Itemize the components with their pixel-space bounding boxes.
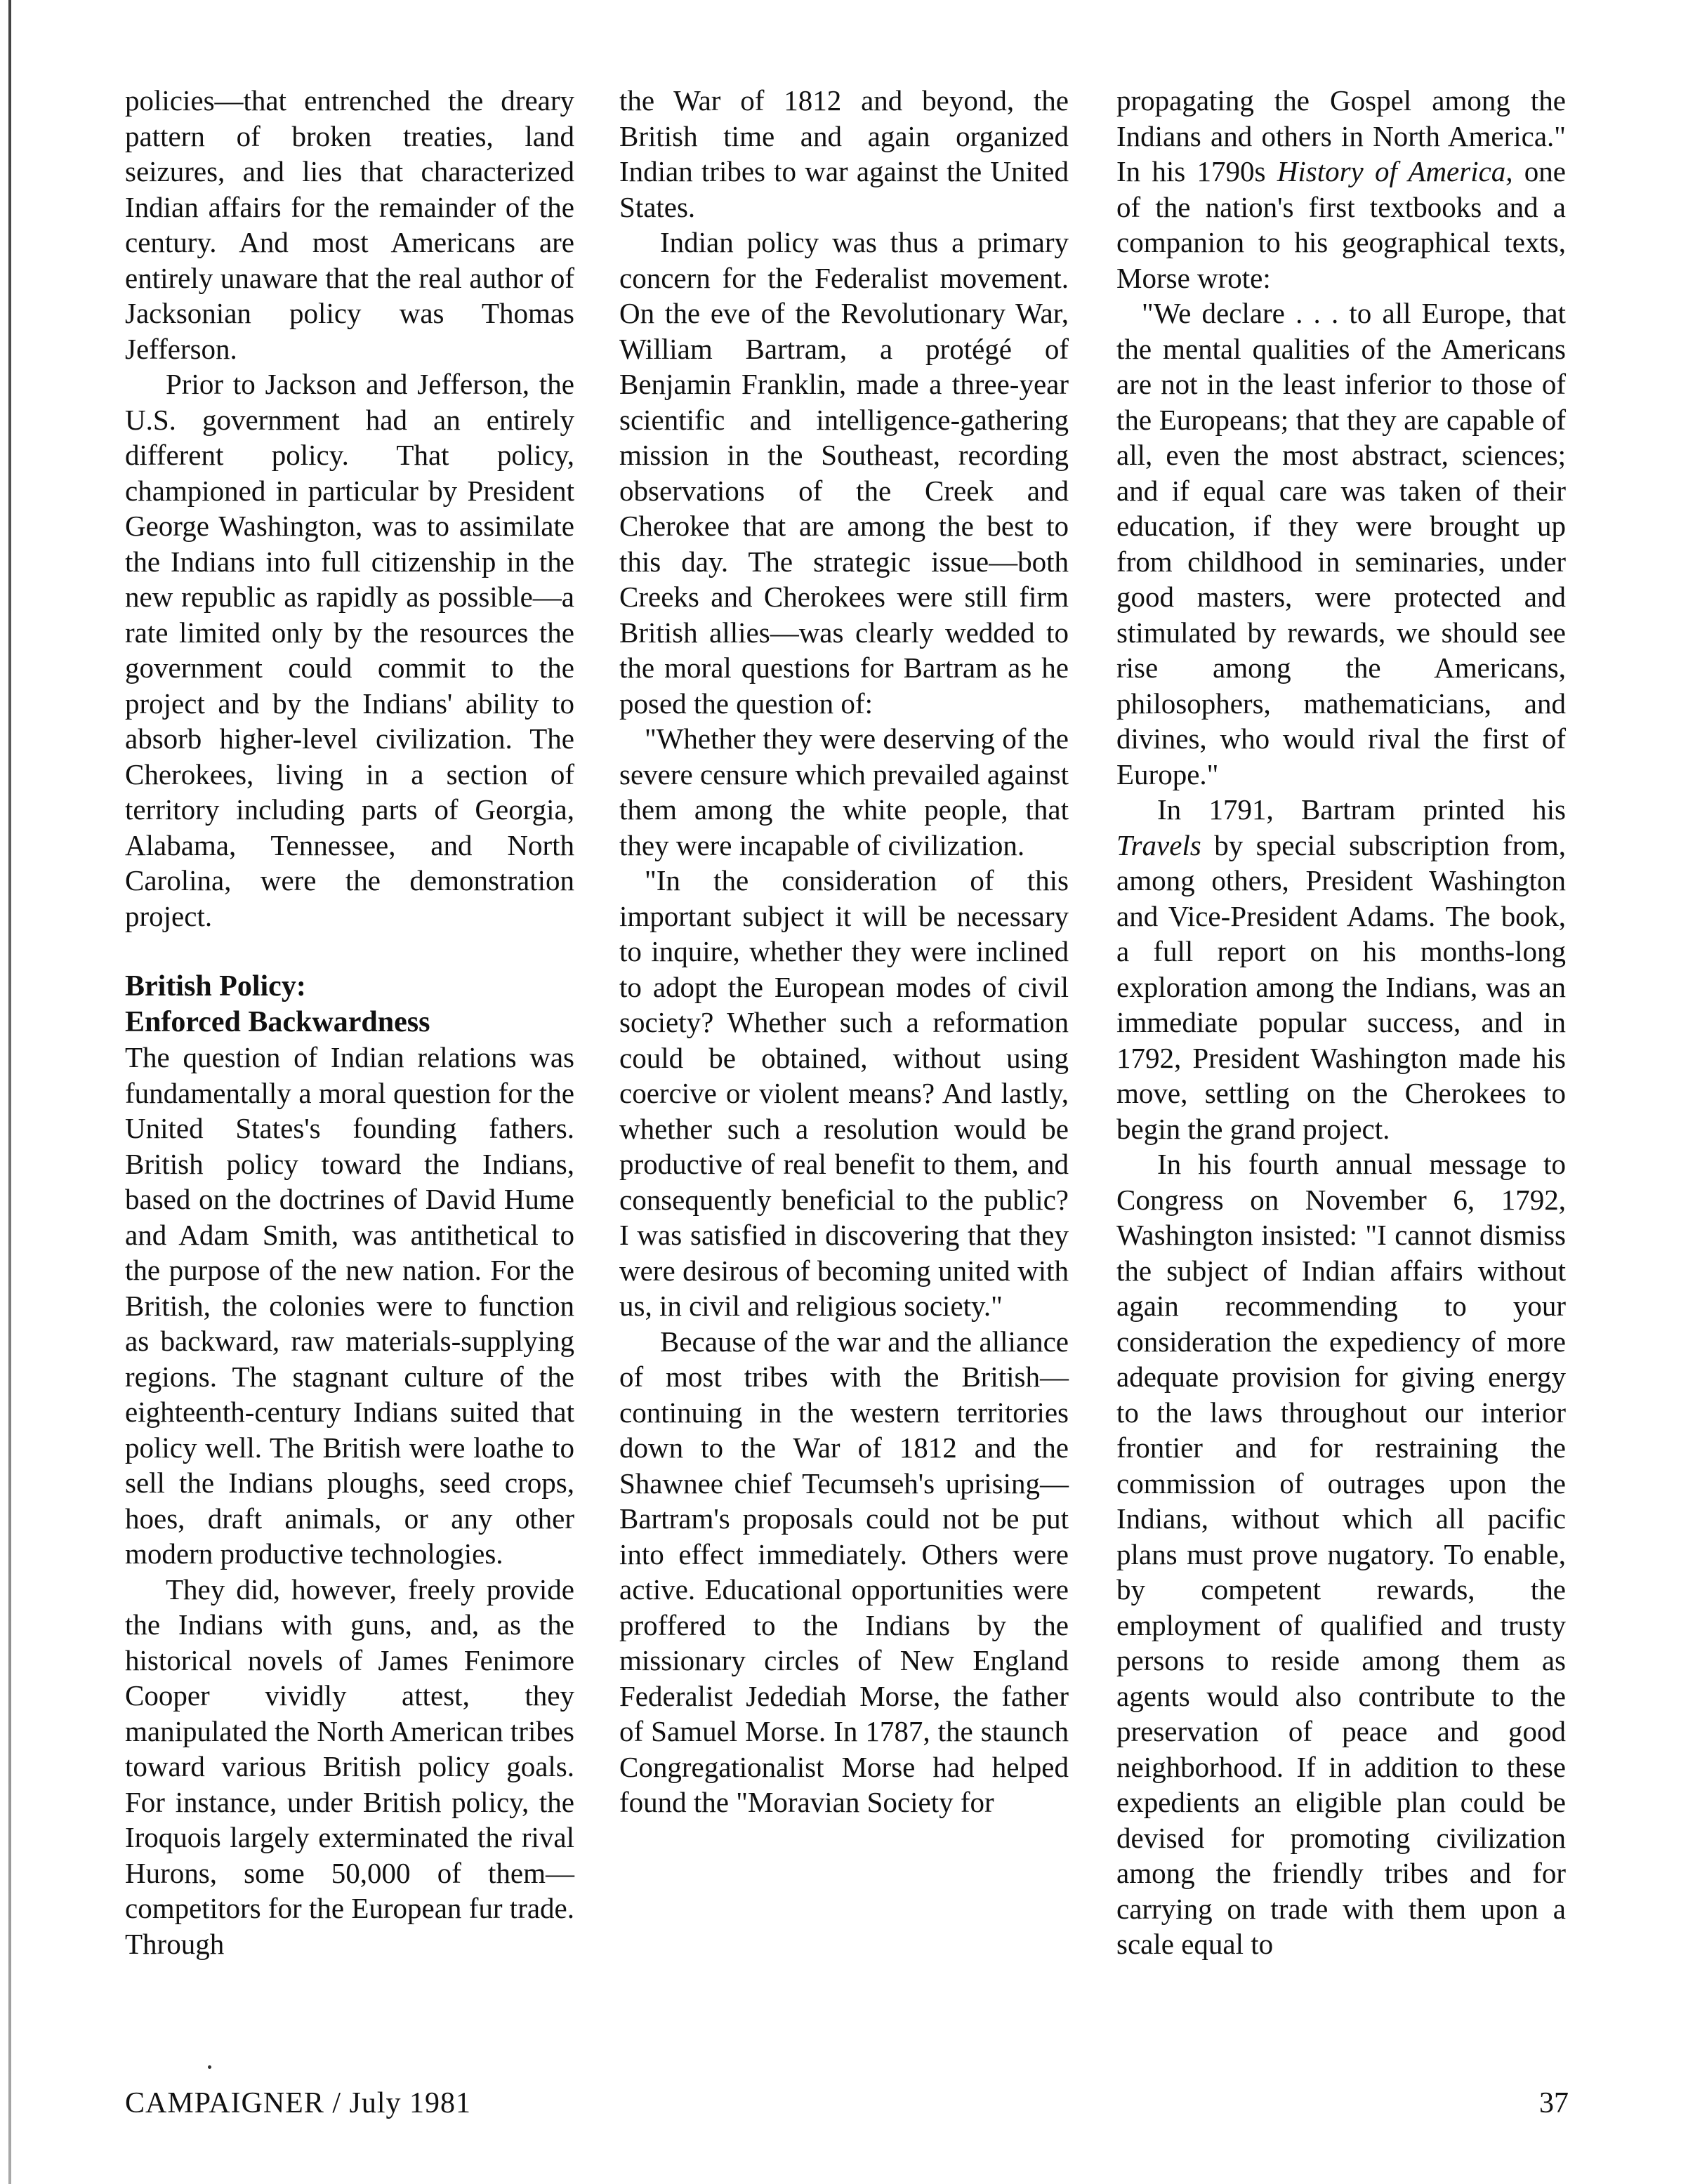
paragraph (1116, 83, 1566, 296)
section-heading-line-2: Enforced Backwardness (125, 1005, 430, 1038)
article-column-1 (125, 83, 574, 1961)
section-heading (125, 969, 574, 1040)
quotation-paragraph: "In the consideration of this important subject it will be necessary to inquire, whether they were inclined to adopt the European modes of civil society? Whether such a reformation could be obtained, without using coercive or violent means? And lastly, whether such a resolution would be productive of real benefit to them, and consequently beneficial to the public? I was satisfied in discovering that they were desirous of becoming united with us, in civil and religious society." (619, 864, 1069, 1322)
section-heading-line-1: British Policy: (125, 970, 306, 1002)
quotation-paragraph: "Whether they were deserving of the severe censure which prevailed against them among the white people, that they were incapable of civilization. (619, 722, 1069, 861)
article-column-2 (619, 83, 1069, 1820)
page-edge-rule (8, 0, 11, 2184)
paragraph: They did, however, freely provide the Indians with guns, and, as the historical novels of James Fenimore Cooper vividly attest, they manipulated the North American tribes toward various British policy goals. For instance, under British policy, the Iroquois largely exterminated the rival Hurons, some 50,000 of them—competitors for the European fur trade. Through (125, 1573, 574, 1960)
text-run: one of the nation's first textbooks and a companion to his geographical texts, Morse wrote: (1116, 155, 1566, 294)
publication-footer: CAMPAIGNER / July 1981 (125, 2087, 472, 2119)
text-run: by special subscription from, among others, President Washington and Vice-President Adams. The book, a full report on his months-long exploration among the Indians, was an immediate popular success, and in 1792, President Washington made his move, settling on the Cherokees to begin the grand project. (1116, 828, 1566, 1145)
book-title: Travels (1116, 828, 1201, 861)
paragraph (1116, 792, 1566, 1146)
text-run: propagating the Gospel among the Indians and others in North America." In his 1790s (1116, 84, 1566, 187)
paragraph: policies—that entrenched the dreary pattern of broken treaties, land seizures, and lies that characterized Indian affairs for the remainder of the century. And most Americans are entirely unaware that the real author of Jacksonian policy was Thomas Jefferson. (125, 84, 574, 365)
print-speck (208, 2065, 211, 2069)
paragraph: the War of 1812 and beyond, the British time and again organized Indian tribes to war against the United States. (619, 84, 1069, 223)
paragraph: The question of Indian relations was fundamentally a moral question for the United States's founding fathers. British policy toward the Indians, based on the doctrines of David Hume and Adam Smith, was antithetical to the purpose of the new nation. For the British, the colonies were to function as backward, raw materials-supplying regions. The stagnant culture of the eighteenth-century Indians suited that policy well. The British were loathe to sell the Indians ploughs, seed crops, hoes, draft animals, or any other modern productive technologies. (125, 1041, 574, 1570)
paragraph: Because of the war and the alliance of most tribes with the British—continuing in the western territories down to the War of 1812 and the Shawnee chief Tecumseh's uprising—Bartram's proposals could not be put into effect immediately. Others were active. Educational opportunities were proffered to the Indians by the missionary circles of New England Federalist Jedediah Morse, the father of Samuel Morse. In 1787, the staunch Congregationalist Morse had helped found the "Moravian Society for (619, 1325, 1069, 1818)
paragraph: Indian policy was thus a primary concern for the Federalist movement. On the eve of the Revolutionary War, William Bartram, a protégé of Benjamin Franklin, made a three-year scientific and intelligence-gathering mission in the Southeast, recording observations of the Creek and Cherokee that are among the best to this day. The strategic issue—both Creeks and Cherokees were still firm British allies—was clearly wedded to the moral questions for Bartram as he posed the question of: (619, 226, 1069, 720)
paragraph: Prior to Jackson and Jefferson, the U.S. government had an entirely different policy. That policy, championed in particular by President George Washington, was to assimilate the Indians into full citizenship in the new republic as rapidly as possible—a rate limited only by the resources the government could commit to the project and by the Indians' ability to absorb higher-level civilization. The Cherokees, living in a section of territory including parts of Georgia, Alabama, Tennessee, and North Carolina, were the demonstration project. (125, 368, 574, 932)
article-column-3 (1116, 83, 1566, 1962)
book-title: History of America, (1277, 155, 1513, 187)
paragraph: In his fourth annual message to Congress on November 6, 1792, Washington insisted: "I cannot dismiss the subject of Indian affairs without again recommending to your consideration the expediency of more adequate provision for giving energy to the laws throughout our interior frontier and for restraining the commission of outrages upon the Indians, without which all pacific plans must prove nugatory. To enable, by competent rewards, the employment of qualified and trusty persons to reside among them as agents would also contribute to the preservation of peace and good neighborhood. If in addition to these expedients an eligible plan could be devised for promoting civilization among the friendly tribes and for carrying on trade with them upon a scale equal to (1116, 1148, 1566, 1960)
page-number: 37 (1539, 2087, 1569, 2119)
text-run: In 1791, Bartram printed his (1157, 793, 1566, 826)
quotation-paragraph: "We declare . . . to all Europe, that the mental qualities of the Americans are not in the least inferior to those of the Europeans; that they are capable of all, even the most abstract, sciences; and if equal care was taken of their education, if they were brought up from childhood in seminaries, under good masters, were protected and stimulated by rewards, we should see rise among the Americans, philosophers, mathematicians, and divines, who would rival the first of Europe." (1116, 297, 1566, 790)
